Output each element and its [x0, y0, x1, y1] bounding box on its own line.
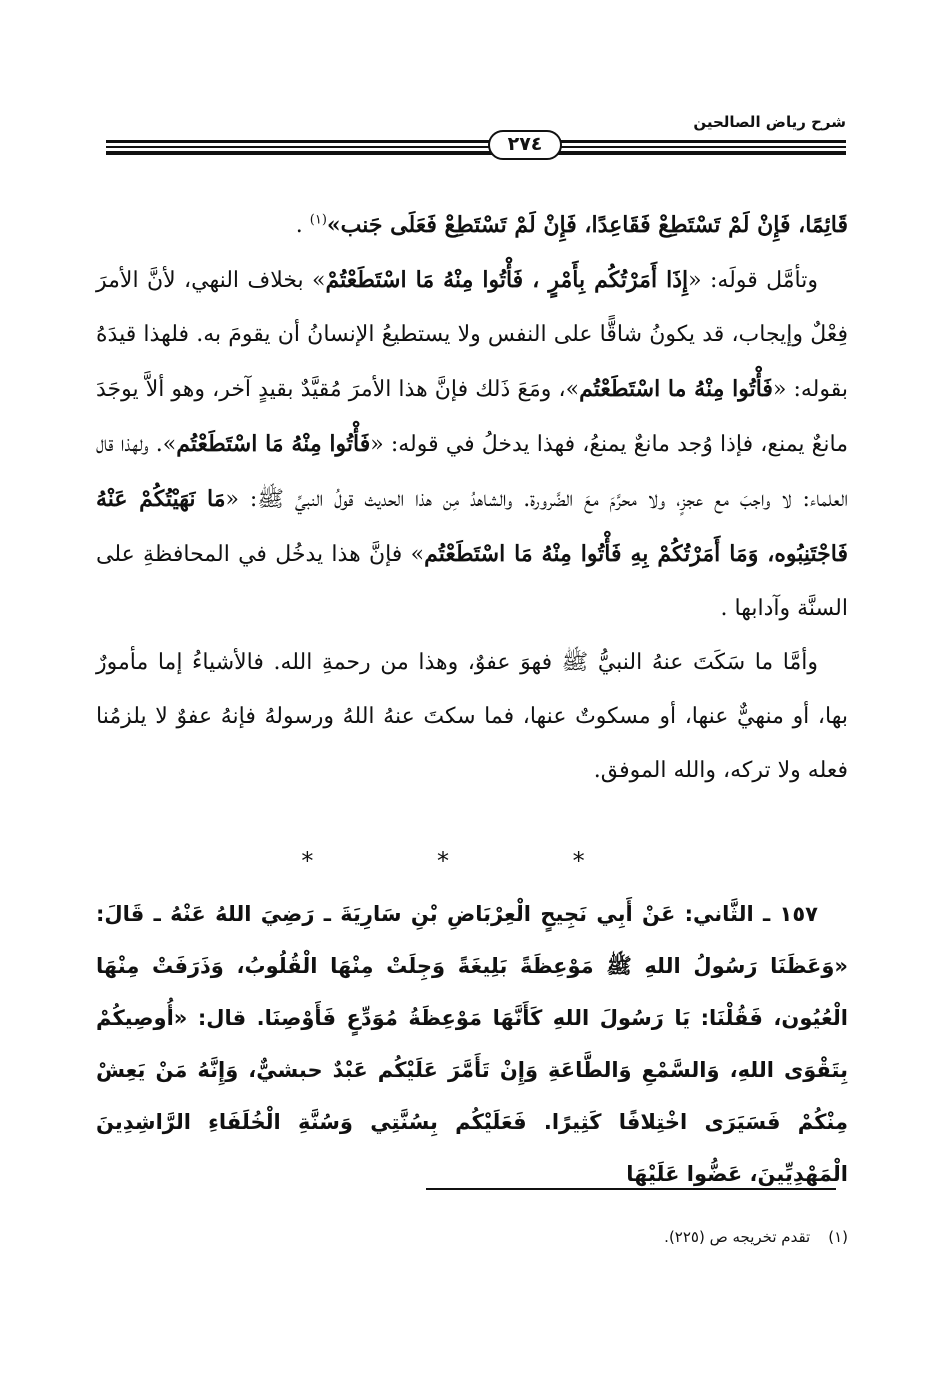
quote: فَأْتُوا مِنْهُ مَا اسْتَطَعْتُم — [176, 431, 371, 457]
running-title: شرح رياض الصالحين — [693, 113, 846, 131]
quote: قَائِمًا، فَإِنْ لَمْ تَسْتَطِعْ فَقَاعِدًا، فَإِنْ لَمْ تَسْتَطِعْ فَعَلَى جَنب» — [326, 212, 848, 238]
text: وتأمَّل قولَه: « — [688, 268, 818, 293]
text: » بخلاف النهي، لأنَّ الأمرَ فِعْلٌ وإيجاب، قد يكونُ شاقًّا على النفس ولا يستطيعُ الإنسانُ أن يقومَ به. فلهذا قيدَهُ بقوله: « — [96, 268, 848, 402]
page-number: ٢٧٤ — [488, 130, 562, 160]
quote: إِذَا أَمَرْتُكُم بِأَمْرٍ ، فَأْتُوا مِنْهُ مَا اسْتَطَعْتُمْ — [325, 267, 689, 293]
header-rule — [106, 136, 846, 158]
header-rule-line — [106, 140, 846, 143]
quote: مَا نَهَيْتُكُمْ عَنْهُ فَاجْتَنِبُوه، وَمَا أَمَرْتُكُمْ بِهِ فَأْتُوا مِنْهُ مَا اسْتَطَعْتُم — [96, 486, 848, 567]
footnote-number: (١) — [828, 1228, 848, 1246]
paragraph-3: وأمَّا ما سَكَتَ عنهُ النبيُّ ﷺ فهوَ عفوٌ، وهذا من رحمةِ الله. فالأشياءُ إما مأمورٌ بها، أو منهيٌّ عنها، أو مسكوتٌ عنها، فما سكتَ عنهُ اللهُ ورسولهُ فإنهُ عفوٌ لا يلزمُنا فعله ولا تركه، والله الموفق. — [96, 650, 848, 783]
text: ». ولهذا قال العلماء: لا واجبَ مع عجزٍ، ولا محرَّمَ معَ الضَّرورة. والشاهدُ مِن هذا الحديث قولُ النبيِّ ﷺ: « — [96, 432, 848, 512]
text: . — [295, 213, 310, 238]
text: » فإنَّ هذا يدخُل في المحافظةِ على السنَّة وآدابها . — [96, 542, 848, 621]
section-separator: * * * — [301, 847, 643, 875]
paragraph-1 — [96, 198, 848, 253]
text: »، ومَعَ ذَلك فإنَّ هذا الأمرَ مُقيَّدٌ بقيدٍ آخر، وهو ألاَّ يوجَدَ مانعٌ يمنع، فإذا وُجد مانعٌ يمنعُ، فهذا يدخلُ في قوله: « — [96, 377, 848, 457]
header-rule-line — [106, 151, 846, 155]
footnote-rule — [426, 1188, 836, 1190]
hadith-text: ١٥٧ ـ الثَّاني: عَنْ أَبِي نَجِيحٍ الْعِرْبَاضِ بْنِ سَارِيَةَ ـ رَضِيَ اللهُ عَنْهُ ـ قَالَ: «وَعَظَنَا رَسُولُ اللهِ ﷺ مَوْعِظَةً بَلِيغَةً وَجِلَتْ مِنْهَا الْقُلُوبُ، وَذَرَفَتْ مِنْهَا الْعُيُون، فَقُلْنَا: يَا رَسُولَ اللهِ كَأَنَّهَا مَوْعِظَةُ مُوَدِّعٍ فَأَوْصِنَا. قال: «أُوصِيكُمْ بِتَقْوَى اللهِ، وَالسَّمْعِ وَالطَّاعَةِ وَإِنْ تَأَمَّرَ عَلَيْكُم عَبْدٌ حبشيٌّ، وَإِنَّهُ مَنْ يَعِشْ مِنْكُمْ فَسَيَرَى اخْتِلافًا كَثِيرًا. فَعَلَيْكُم بِسُنَّتِي وَسُنَّةِ الْخُلَفَاءِ الرَّاشِدِينَ الْمَهْدِيِّينَ، عَضُّوا عَلَيْهَا — [96, 902, 848, 1186]
footnote-text: تقدم تخريجه ص (٢٢٥). — [664, 1228, 811, 1246]
footnote-ref: (١) — [309, 212, 327, 228]
paragraph-2 — [96, 253, 848, 636]
quote: فَأْتُوا مِنْهُ ما اسْتَطَعْتُم — [579, 376, 773, 402]
header-rule-line — [106, 146, 846, 148]
body-text — [96, 198, 848, 798]
footnote — [300, 1224, 848, 1250]
